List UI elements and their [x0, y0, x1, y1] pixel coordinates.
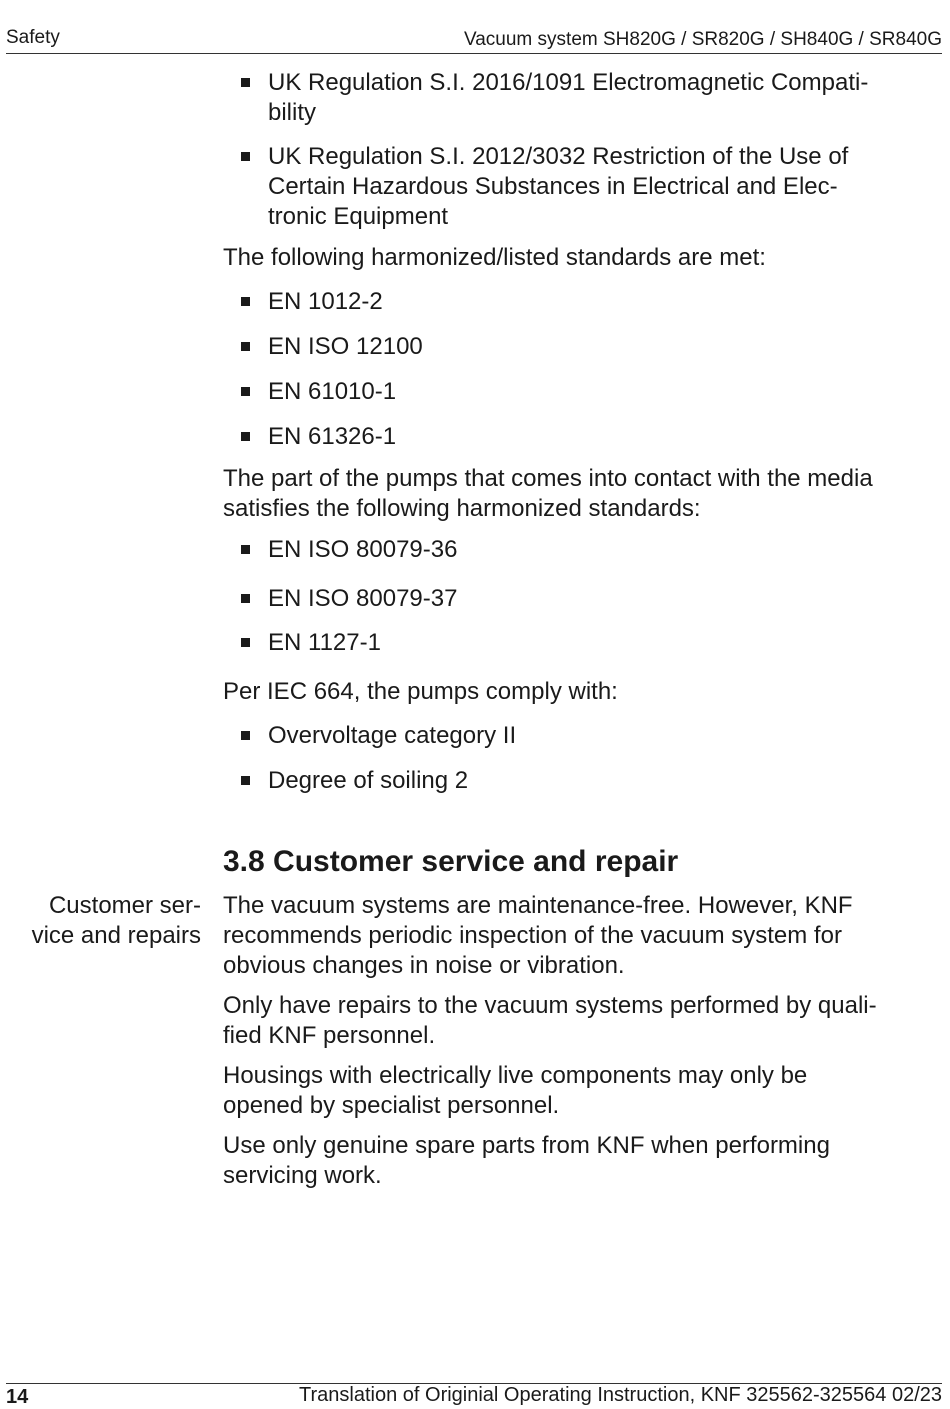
list-item-text: EN ISO 80079-36 [268, 536, 458, 563]
paragraph: Housings with electrically live components may only be opened by specialist personnel. [223, 1062, 808, 1119]
list-item-text: Degree of soiling 2 [268, 767, 469, 794]
page-number: 14 [6, 1386, 29, 1408]
paragraph: Only have repairs to the vacuum systems performed by quali- fied KNF personnel. [223, 992, 877, 1049]
list-item-text: EN 1127-1 [268, 629, 381, 656]
standards-intro: The following harmonized/listed standards are met: [223, 244, 766, 271]
margin-note: Customer ser- vice and repairs [31, 892, 201, 949]
list-item [223, 721, 928, 751]
bullet-icon [241, 594, 250, 603]
bullet-icon [241, 731, 250, 740]
bullet-icon [241, 342, 250, 351]
bullet-icon [241, 545, 250, 554]
bullet-icon [241, 297, 250, 306]
list-item [223, 422, 928, 452]
list-item-text: EN ISO 12100 [268, 333, 423, 360]
bullet-icon [241, 432, 250, 441]
list-item-text: Overvoltage category II [268, 722, 517, 749]
list-item-text: UK Regulation S.I. 2016/1091 Electromagnetic Compati- bility [268, 69, 869, 126]
list-item-text: EN 61326-1 [268, 423, 397, 450]
header-product: Vacuum system SH820G / SR820G / SH840G / SR840G [463, 29, 942, 50]
list-item [223, 377, 928, 407]
media-intro: The part of the pumps that comes into contact with the media satisfies the following harmonized standards: [223, 465, 873, 522]
page-footer [6, 1383, 942, 1408]
list-item [223, 584, 928, 614]
bullet-icon [241, 638, 250, 647]
bullet-icon [241, 387, 250, 396]
list-item [223, 766, 928, 796]
bullet-icon [241, 78, 250, 87]
footer-note: Translation of Originial Operating Instruction, KNF 325562-325564 02/23 [299, 1384, 942, 1406]
list-item-text: EN 1012-2 [268, 288, 383, 315]
header-section: Safety [6, 27, 60, 48]
bullet-icon [241, 776, 250, 785]
paragraph: Use only genuine spare parts from KNF when performing servicing work. [223, 1132, 830, 1189]
section-heading: 3.8 Customer service and repair [223, 845, 679, 878]
page-header [6, 27, 942, 54]
list-item-text: UK Regulation S.I. 2012/3032 Restriction of the Use of Certain Hazardous Substances in Electrical and Elec- tronic Equipment [268, 143, 849, 230]
iec-intro: Per IEC 664, the pumps comply with: [223, 678, 618, 705]
list-item [223, 535, 928, 565]
list-item [223, 68, 928, 128]
list-item [223, 332, 928, 362]
bullet-icon [241, 152, 250, 161]
list-item-text: EN 61010-1 [268, 378, 397, 405]
list-item [223, 142, 928, 232]
list-item-text: EN ISO 80079-37 [268, 585, 458, 612]
list-item [223, 287, 928, 317]
paragraph: The vacuum systems are maintenance-free. However, KNF recommends periodic inspection of the vacuum system for obvious changes in noise or vibration. [223, 892, 853, 979]
list-item [223, 628, 928, 658]
